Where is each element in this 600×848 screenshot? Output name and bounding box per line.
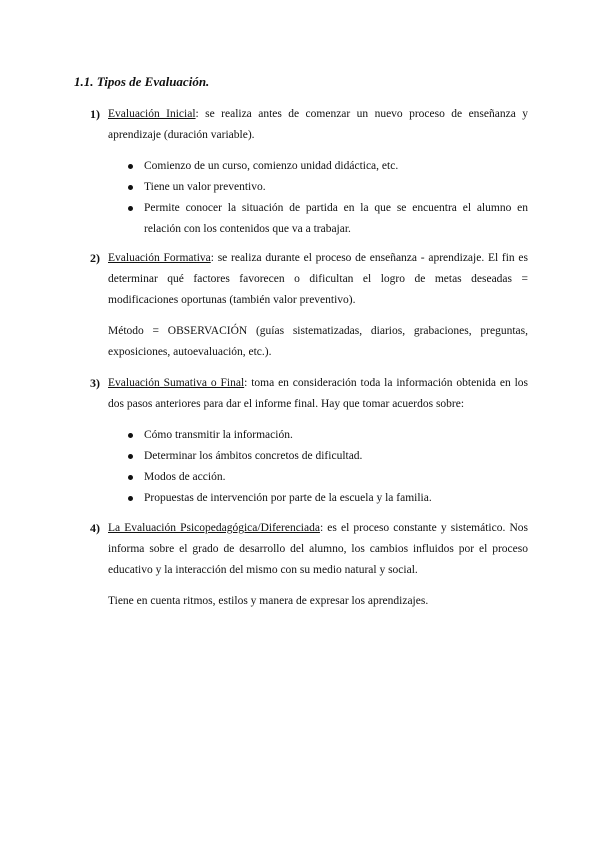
list-item-text: Cómo transmitir la información. (144, 429, 293, 441)
item-number: 1) (90, 107, 100, 121)
list-item (108, 198, 528, 240)
list-item-text: Determinar los ámbitos concretos de dificultad. (144, 450, 363, 462)
list-item (108, 467, 528, 488)
bullet-list (108, 425, 528, 509)
item-note: Tiene en cuenta ritmos, estilos y manera de expresar los aprendizajes. (108, 595, 429, 607)
list-item-text: Permite conocer la situación de partida en la que se encuentra el alumno en relación con los contenidos que va a trabajar. (144, 202, 528, 235)
item-description (108, 373, 528, 415)
bullet-icon (128, 475, 133, 480)
item-text: : se realiza antes de comenzar un nuevo proceso de enseñanza y aprendizaje (duración variable). (108, 108, 528, 141)
list-item-text: Modos de acción. (144, 471, 226, 483)
section-title: 1.1. Tipos de Evaluación. (74, 74, 210, 89)
item-number: 4) (90, 521, 100, 535)
item-body (108, 518, 528, 612)
bullet-icon (128, 206, 133, 211)
list-item (108, 156, 528, 177)
bullet-list (108, 156, 528, 240)
item-heading: Evaluación Inicial (108, 108, 196, 120)
item-description (108, 104, 528, 146)
item-heading: Evaluación Sumativa o Final (108, 377, 245, 389)
item-body (108, 373, 528, 509)
item-note: Método = OBSERVACIÓN (guías sistematizadas, diarios, grabaciones, preguntas, exposiciones, autoevaluación, etc.). (108, 325, 528, 358)
bullet-icon (128, 433, 133, 438)
item-number: 3) (90, 376, 100, 390)
bullet-icon (128, 185, 133, 190)
list-item (108, 177, 528, 198)
item-body (108, 104, 528, 240)
item-heading: Evaluación Formativa (108, 252, 211, 264)
list-item (108, 488, 528, 509)
item-description (108, 518, 528, 581)
item-number: 2) (90, 251, 100, 265)
item-text: : toma en consideración toda la información obtenida en los dos pasos anteriores para dar el informe final. Hay que tomar acuerdos sobre: (108, 377, 528, 410)
list-item-text: Propuestas de intervención por parte de la escuela y la familia. (144, 492, 432, 504)
list-item-text: Comienzo de un curso, comienzo unidad didáctica, etc. (144, 160, 399, 172)
list-item-text: Tiene un valor preventivo. (144, 181, 266, 193)
item-text: : se realiza durante el proceso de enseñanza - aprendizaje. El fin es determinar qué factores favorecen o dificultan el logro de metas deseadas = modificaciones oportunas (también valor preventivo). (108, 252, 529, 306)
list-item (108, 425, 528, 446)
item-heading: La Evaluación Psicopedagógica/Diferenciada (108, 522, 320, 534)
item-text: : es el proceso constante y sistemático. Nos informa sobre el grado de desarrollo del alumno, los cambios influidos por el proceso educativo y la interacción del mismo con su medio natural y social. (108, 522, 528, 576)
bullet-icon (128, 164, 133, 169)
item-body (108, 248, 528, 363)
item-description (108, 248, 528, 311)
list-item (108, 446, 528, 467)
bullet-icon (128, 496, 133, 501)
bullet-icon (128, 454, 133, 459)
